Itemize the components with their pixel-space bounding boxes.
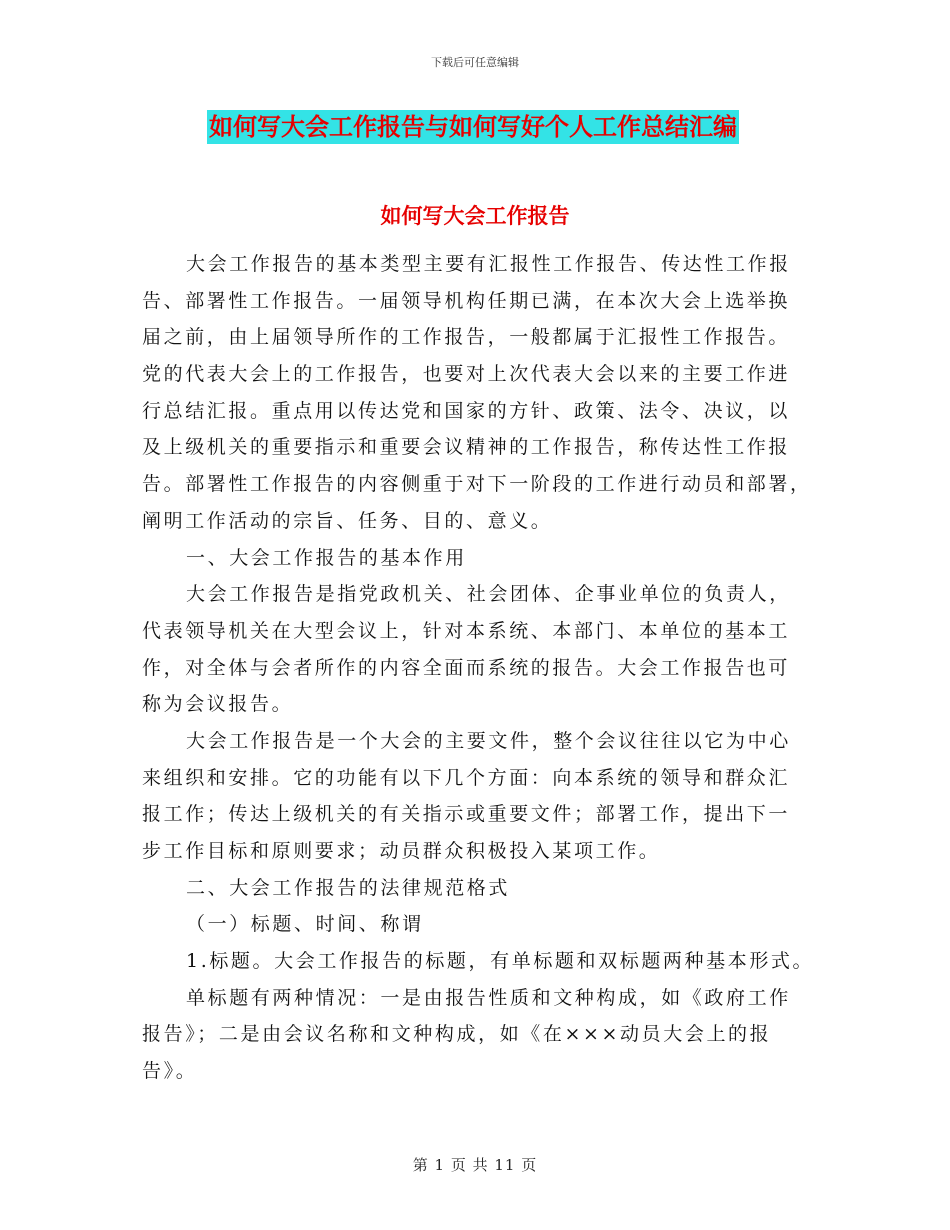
paragraph-line: 告。部署性工作报告的内容侧重于对下一阶段的工作进行动员和部署，: [142, 473, 812, 496]
main-title: 如何写大会工作报告与如何写好个人工作总结汇编: [207, 110, 739, 144]
paragraph-line: 及上级机关的重要指示和重要会议精神的工作报告，称传达性工作报: [142, 436, 791, 459]
paragraph-line: 代表领导机关在大型会议上，针对本系统、本部门、本单位的基本工: [142, 619, 791, 642]
heading-line: 一、大会工作报告的基本作用: [186, 546, 467, 569]
paragraph-line: 步工作目标和原则要求；动员群众积极投入某项工作。: [142, 840, 661, 862]
paragraph-line: 报告》；二是由会议名称和文种构成，如《在×××动员大会上的报: [142, 1023, 772, 1046]
section-title: 如何写大会工作报告: [380, 203, 570, 228]
paragraph-line: 党的代表大会上的工作报告，也要对上次代表大会以来的主要工作进: [142, 363, 791, 386]
paragraph-line: 称为会议报告。: [142, 693, 294, 716]
paragraph-line: 告、部署性工作报告。一届领导机构任期已满，在本次大会上选举换: [142, 289, 791, 312]
paragraph-line: 单标题有两种情况：一是由报告性质和文种构成，如《政府工作: [186, 986, 791, 1009]
paragraph-line: 大会工作报告是一个大会的主要文件，整个会议往往以它为中心: [186, 729, 791, 752]
paragraph-line: 届之前，由上届领导所作的工作报告，一般都属于汇报性工作报告。: [142, 326, 791, 349]
paragraph-line: 行总结汇报。重点用以传达党和国家的方针、政策、法令、决议，以: [142, 399, 791, 422]
paragraph-line: 大会工作报告是指党政机关、社会团体、企事业单位的负责人，: [186, 583, 791, 606]
paragraph-line: 大会工作报告的基本类型主要有汇报性工作报告、传达性工作报: [186, 253, 791, 275]
paragraph-line: 1.标题。大会工作报告的标题，有单标题和双标题两种基本形式。: [186, 950, 815, 973]
body-text: [142, 246, 815, 1090]
header-note: 下载后可任意编辑: [431, 56, 519, 69]
paragraph-line: 告》。: [142, 1060, 198, 1083]
page-footer: 第 1 页 共 11 页: [412, 1156, 538, 1174]
heading-line: 二、大会工作报告的法律规范格式: [186, 876, 511, 899]
paragraph-line: 作，对全体与会者所作的内容全面而系统的报告。大会工作报告也可: [142, 656, 791, 679]
paragraph-line: 来组织和安排。它的功能有以下几个方面：向本系统的领导和群众汇: [142, 766, 791, 789]
paragraph-line: 报工作；传达上级机关的有关指示或重要文件；部署工作，提出下一: [142, 803, 791, 826]
paragraph-line: 阐明工作活动的宗旨、任务、目的、意义。: [142, 509, 553, 532]
subheading-line: （一）标题、时间、称谓: [186, 913, 424, 936]
